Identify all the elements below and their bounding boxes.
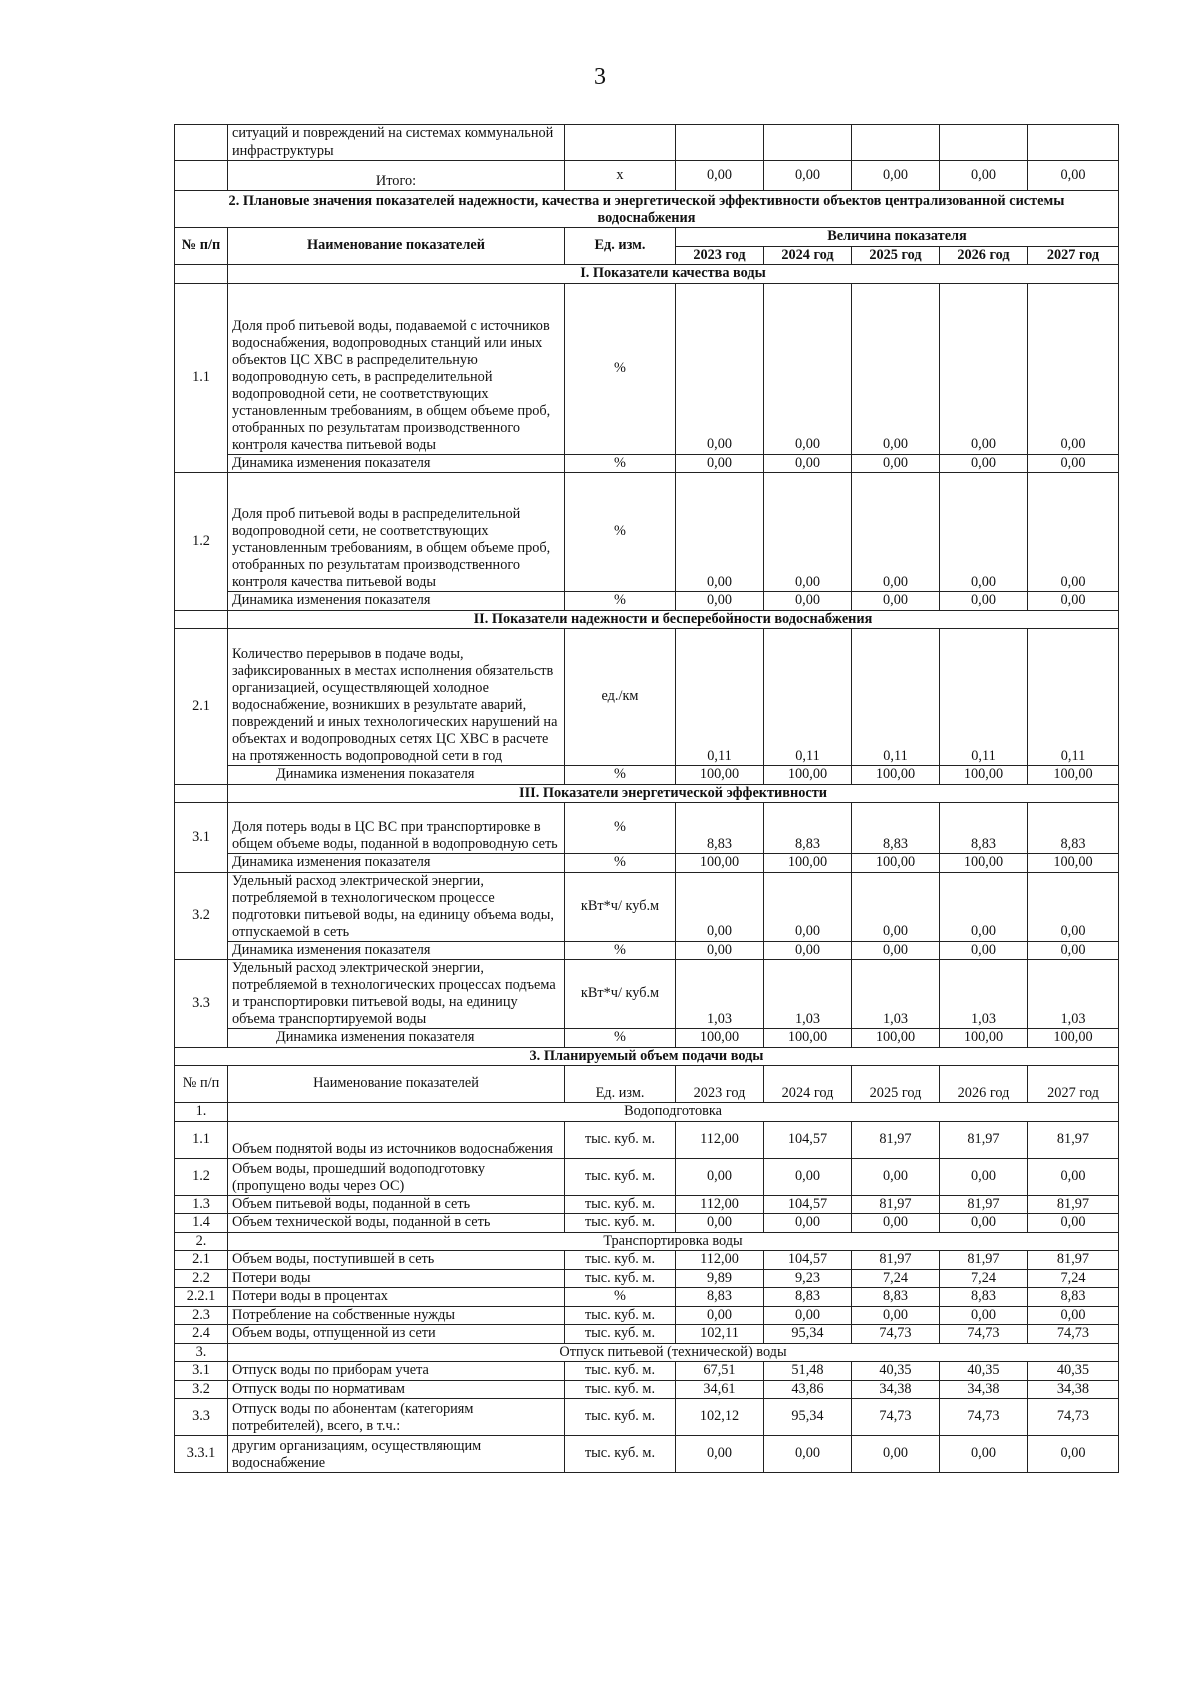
indicator-unit: тыс. куб. м. [565, 1380, 676, 1399]
dynamics-unit: % [565, 454, 676, 473]
indicator-row [175, 803, 1119, 854]
header-year: 2026 год [940, 1066, 1028, 1103]
indicator-value: 81,97 [1028, 1195, 1119, 1214]
indicator-value: 8,83 [676, 1288, 764, 1307]
header-unit: Ед. изм. [565, 1066, 676, 1103]
dynamics-value: 100,00 [852, 1029, 940, 1048]
header-year: 2024 год [764, 246, 852, 265]
subgroup-number: 2. [175, 1232, 228, 1251]
indicator-value: 0,00 [764, 1436, 852, 1473]
dynamics-value: 100,00 [1028, 766, 1119, 785]
indicator-value: 104,57 [764, 1251, 852, 1270]
continued-row [175, 125, 1119, 161]
indicator-value: 0,00 [1028, 473, 1119, 592]
indicator-row [175, 960, 1119, 1029]
indicator-value: 0,00 [676, 1306, 764, 1325]
indicator-unit: % [565, 473, 676, 592]
indicator-unit: тыс. куб. м. [565, 1399, 676, 1436]
indicator-value: 112,00 [676, 1251, 764, 1270]
indicator-value: 0,00 [764, 1306, 852, 1325]
indicator-unit: тыс. куб. м. [565, 1362, 676, 1381]
indicator-unit: тыс. куб. м. [565, 1158, 676, 1195]
indicator-unit: тыс. куб. м. [565, 1121, 676, 1158]
dynamics-value: 100,00 [676, 854, 764, 873]
indicator-unit: кВт*ч/ куб.м [565, 960, 676, 1029]
indicator-value: 0,00 [1028, 1214, 1119, 1233]
dynamics-value: 100,00 [764, 1029, 852, 1048]
indicator-value: 0,11 [676, 629, 764, 766]
header-year: 2024 год [764, 1066, 852, 1103]
indicator-value: 8,83 [852, 1288, 940, 1307]
indicator-value: 7,24 [852, 1269, 940, 1288]
indicator-value: 40,35 [1028, 1362, 1119, 1381]
indicator-value: 9,23 [764, 1269, 852, 1288]
indicator-value: 0,00 [764, 283, 852, 454]
indicator-name: Удельный расход электрической энергии, потребляемой в технологических процессах подъема и транспортировки питьевой воды, на единицу объема транспортируемой воды [228, 960, 565, 1029]
row-number: 2.1 [175, 1251, 228, 1270]
header-num: № п/п [175, 1066, 228, 1103]
dynamics-unit: % [565, 766, 676, 785]
header-unit: Ед. изм. [565, 228, 676, 265]
indicator-value: 0,00 [852, 872, 940, 941]
volume-row [175, 1158, 1119, 1195]
indicator-value: 74,73 [940, 1399, 1028, 1436]
volume-row [175, 1325, 1119, 1344]
row-number: 3.3 [175, 960, 228, 1048]
indicator-name: Объем технической воды, поданной в сеть [228, 1214, 565, 1233]
indicator-value: 0,00 [676, 1436, 764, 1473]
dynamics-value: 100,00 [676, 1029, 764, 1048]
volume-row [175, 1399, 1119, 1436]
dynamics-value: 0,00 [1028, 941, 1119, 960]
section-2-title: 2. Плановые значения показателей надежности, качества и энергетической эффективности объектов централизованной системы водоснабжения [175, 191, 1119, 228]
indicator-value: 0,00 [676, 283, 764, 454]
dynamics-value: 100,00 [1028, 1029, 1119, 1048]
dynamics-value: 100,00 [940, 766, 1028, 785]
total-value: 0,00 [764, 161, 852, 191]
indicator-value: 1,03 [940, 960, 1028, 1029]
indicator-value: 0,11 [764, 629, 852, 766]
group-title: III. Показатели энергетической эффективности [228, 784, 1119, 803]
volume-row [175, 1306, 1119, 1325]
total-row [175, 161, 1119, 191]
indicator-value: 104,57 [764, 1121, 852, 1158]
indicator-value: 81,97 [940, 1195, 1028, 1214]
dynamics-value: 0,00 [852, 592, 940, 611]
row-number: 3.1 [175, 1362, 228, 1381]
volume-row [175, 1251, 1119, 1270]
indicator-name: Отпуск воды по абонентам (категориям потребителей), всего, в т.ч.: [228, 1399, 565, 1436]
indicator-value: 0,11 [1028, 629, 1119, 766]
dynamics-label: Динамика изменения показателя [228, 592, 565, 611]
total-value: 0,00 [676, 161, 764, 191]
indicator-value: 81,97 [940, 1121, 1028, 1158]
row-number: 1.4 [175, 1214, 228, 1233]
indicator-value: 51,48 [764, 1362, 852, 1381]
indicator-value: 102,11 [676, 1325, 764, 1344]
indicator-name: Отпуск воды по нормативам [228, 1380, 565, 1399]
indicator-value: 0,00 [852, 473, 940, 592]
indicator-name: Потери воды [228, 1269, 565, 1288]
dynamics-value: 100,00 [940, 1029, 1028, 1048]
indicator-value: 0,00 [940, 1214, 1028, 1233]
indicator-value: 81,97 [852, 1195, 940, 1214]
dynamics-row [175, 766, 1119, 785]
section-2-title-row [175, 191, 1119, 228]
row-number: 1.3 [175, 1195, 228, 1214]
subgroup-title: Отпуск питьевой (технической) воды [228, 1343, 1119, 1362]
volume-row [175, 1288, 1119, 1307]
indicator-value: 7,24 [1028, 1269, 1119, 1288]
header-value: Величина показателя [676, 228, 1119, 247]
dynamics-value: 0,00 [676, 941, 764, 960]
indicator-value: 34,61 [676, 1380, 764, 1399]
row-number: 1.2 [175, 1158, 228, 1195]
indicator-value: 1,03 [764, 960, 852, 1029]
indicator-row [175, 283, 1119, 454]
indicator-value: 0,11 [940, 629, 1028, 766]
indicator-value: 8,83 [676, 803, 764, 854]
row-number: 3.2 [175, 1380, 228, 1399]
dynamics-value: 100,00 [676, 766, 764, 785]
indicator-value: 81,97 [852, 1251, 940, 1270]
volume-row [175, 1121, 1119, 1158]
header-name: Наименование показателей [228, 228, 565, 265]
indicator-value: 95,34 [764, 1325, 852, 1344]
indicator-value: 0,00 [1028, 872, 1119, 941]
volume-row [175, 1362, 1119, 1381]
indicator-value: 0,00 [764, 872, 852, 941]
dynamics-value: 0,00 [940, 592, 1028, 611]
indicator-value: 0,00 [940, 473, 1028, 592]
dynamics-unit: % [565, 854, 676, 873]
volume-row [175, 1195, 1119, 1214]
indicator-value: 74,73 [1028, 1399, 1119, 1436]
total-value: 0,00 [852, 161, 940, 191]
subgroup-title: Транспортировка воды [228, 1232, 1119, 1251]
dynamics-row [175, 941, 1119, 960]
subgroup-number: 1. [175, 1103, 228, 1122]
indicator-value: 0,00 [1028, 1306, 1119, 1325]
indicator-value: 74,73 [1028, 1325, 1119, 1344]
row-number: 1.2 [175, 473, 228, 611]
dynamics-row [175, 592, 1119, 611]
indicator-value: 104,57 [764, 1195, 852, 1214]
indicator-value: 0,00 [764, 1214, 852, 1233]
row-number: 1.1 [175, 1121, 228, 1158]
row-number: 2.3 [175, 1306, 228, 1325]
row-number: 3.3 [175, 1399, 228, 1436]
dynamics-value: 100,00 [940, 854, 1028, 873]
indicator-value: 74,73 [940, 1325, 1028, 1344]
section-3-title: 3. Планируемый объем подачи воды [175, 1047, 1119, 1066]
dynamics-unit: % [565, 592, 676, 611]
total-value: 0,00 [1028, 161, 1119, 191]
indicator-name: Потери воды в процентах [228, 1288, 565, 1307]
indicator-value: 112,00 [676, 1121, 764, 1158]
indicator-value: 0,00 [764, 473, 852, 592]
section-2-header-row [175, 228, 1119, 247]
indicator-value: 0,00 [940, 872, 1028, 941]
indicator-value: 95,34 [764, 1399, 852, 1436]
header-year: 2027 год [1028, 1066, 1119, 1103]
indicator-value: 9,89 [676, 1269, 764, 1288]
dynamics-value: 0,00 [852, 941, 940, 960]
indicator-unit: тыс. куб. м. [565, 1251, 676, 1270]
dynamics-unit: % [565, 941, 676, 960]
indicator-value: 34,38 [1028, 1380, 1119, 1399]
indicator-name: Объем питьевой воды, поданной в сеть [228, 1195, 565, 1214]
indicator-value: 8,83 [764, 803, 852, 854]
total-unit: x [565, 161, 676, 191]
indicator-value: 0,00 [1028, 283, 1119, 454]
group-title: I. Показатели качества воды [228, 265, 1119, 284]
indicator-name: Объем воды, отпущенной из сети [228, 1325, 565, 1344]
dynamics-value: 100,00 [764, 854, 852, 873]
indicator-unit: тыс. куб. м. [565, 1436, 676, 1473]
indicator-value: 7,24 [940, 1269, 1028, 1288]
volume-row [175, 1380, 1119, 1399]
empty-cell [175, 784, 228, 803]
indicator-value: 0,00 [940, 1306, 1028, 1325]
indicator-value: 0,00 [940, 1158, 1028, 1195]
indicator-value: 0,00 [764, 1158, 852, 1195]
row-number: 2.4 [175, 1325, 228, 1344]
indicator-value: 0,00 [1028, 1436, 1119, 1473]
subgroup-number: 3. [175, 1343, 228, 1362]
section-3-title-row [175, 1047, 1119, 1066]
indicators-table [174, 124, 1119, 1473]
indicator-value: 0,00 [676, 872, 764, 941]
indicator-value: 0,00 [852, 1214, 940, 1233]
dynamics-value: 100,00 [1028, 854, 1119, 873]
indicator-value: 8,83 [940, 1288, 1028, 1307]
indicator-value: 8,83 [1028, 803, 1119, 854]
dynamics-value: 100,00 [852, 854, 940, 873]
indicator-value: 0,00 [676, 473, 764, 592]
dynamics-value: 100,00 [852, 766, 940, 785]
indicator-value: 8,83 [1028, 1288, 1119, 1307]
header-year: 2023 год [676, 1066, 764, 1103]
indicator-unit: тыс. куб. м. [565, 1214, 676, 1233]
dynamics-value: 0,00 [764, 454, 852, 473]
indicator-value: 8,83 [852, 803, 940, 854]
dynamics-row [175, 1029, 1119, 1048]
dynamics-value: 0,00 [1028, 454, 1119, 473]
indicator-unit: тыс. куб. м. [565, 1306, 676, 1325]
row-number: 3.1 [175, 803, 228, 873]
indicator-unit: тыс. куб. м. [565, 1195, 676, 1214]
indicator-value: 74,73 [852, 1325, 940, 1344]
indicator-value: 67,51 [676, 1362, 764, 1381]
indicator-value: 1,03 [852, 960, 940, 1029]
page-number: 3 [594, 64, 606, 90]
row-number: 2.2 [175, 1269, 228, 1288]
dynamics-row [175, 854, 1119, 873]
group-title-row [175, 610, 1119, 629]
group-title-row [175, 784, 1119, 803]
continued-text: ситуаций и повреждений на системах коммунальной инфраструктуры [228, 125, 565, 161]
indicator-value: 1,03 [676, 960, 764, 1029]
dynamics-value: 0,00 [676, 592, 764, 611]
indicator-name: Количество перерывов в подаче воды, зафиксированных в местах исполнения обязательств организацией, осуществляющей холодное водоснабжение, возникших в результате аварий, повреждений и иных технологических нарушений на объектах и водопроводных сетях ЦС ХВС в расчете на протяженность водопроводной сети в год [228, 629, 565, 766]
dynamics-label: Динамика изменения показателя [228, 454, 565, 473]
indicator-value: 8,83 [764, 1288, 852, 1307]
indicator-value: 0,00 [852, 1158, 940, 1195]
total-value: 0,00 [940, 161, 1028, 191]
indicator-value: 34,38 [940, 1380, 1028, 1399]
indicator-name: Доля проб питьевой воды, подаваемой с источников водоснабжения, водопроводных станций или иных объектов ЦС ХВС в распределительную водопроводную сеть, в распределительной водопроводной сети, не соответствующих установленным требованиям, в общем объеме проб, отобранных по результатам производственного контроля качества питьевой воды [228, 283, 565, 454]
header-year: 2025 год [852, 246, 940, 265]
row-number: 2.2.1 [175, 1288, 228, 1307]
dynamics-label: Динамика изменения показателя [228, 941, 565, 960]
subgroup-row [175, 1343, 1119, 1362]
indicator-unit: % [565, 803, 676, 854]
indicator-value: 81,97 [852, 1121, 940, 1158]
indicator-name: Объем поднятой воды из источников водоснабжения [228, 1121, 565, 1158]
dynamics-label: Динамика изменения показателя [228, 766, 565, 785]
indicator-value: 0,00 [940, 283, 1028, 454]
indicator-value: 0,00 [940, 1436, 1028, 1473]
indicator-value: 0,00 [676, 1214, 764, 1233]
group-title-row [175, 265, 1119, 284]
row-number: 2.1 [175, 629, 228, 785]
subgroup-row [175, 1232, 1119, 1251]
indicator-value: 0,00 [852, 283, 940, 454]
row-number: 3.2 [175, 872, 228, 960]
volume-row [175, 1269, 1119, 1288]
indicator-value: 0,00 [676, 1158, 764, 1195]
volume-row [175, 1436, 1119, 1473]
indicator-unit: тыс. куб. м. [565, 1269, 676, 1288]
dynamics-value: 0,00 [940, 454, 1028, 473]
header-year: 2027 год [1028, 246, 1119, 265]
dynamics-row [175, 454, 1119, 473]
indicator-value: 81,97 [1028, 1251, 1119, 1270]
indicator-name: Отпуск воды по приборам учета [228, 1362, 565, 1381]
indicator-value: 0,00 [1028, 1158, 1119, 1195]
row-number: 1.1 [175, 283, 228, 473]
indicator-row [175, 629, 1119, 766]
indicator-name: Потребление на собственные нужды [228, 1306, 565, 1325]
indicator-value: 40,35 [940, 1362, 1028, 1381]
indicator-value: 40,35 [852, 1362, 940, 1381]
group-title: II. Показатели надежности и бесперебойности водоснабжения [228, 610, 1119, 629]
header-year: 2026 год [940, 246, 1028, 265]
total-label: Итого: [228, 161, 565, 191]
volume-row [175, 1214, 1119, 1233]
dynamics-value: 0,00 [676, 454, 764, 473]
subgroup-title: Водоподготовка [228, 1103, 1119, 1122]
dynamics-value: 0,00 [1028, 592, 1119, 611]
indicator-unit: % [565, 1288, 676, 1307]
indicator-value: 81,97 [940, 1251, 1028, 1270]
indicator-value: 0,00 [852, 1306, 940, 1325]
indicator-row [175, 473, 1119, 592]
indicator-value: 1,03 [1028, 960, 1119, 1029]
dynamics-label: Динамика изменения показателя [228, 1029, 565, 1048]
indicator-unit: % [565, 283, 676, 454]
indicator-name: другим организациям, осуществляющим водоснабжение [228, 1436, 565, 1473]
indicator-value: 112,00 [676, 1195, 764, 1214]
empty-cell [175, 265, 228, 284]
indicator-name: Объем воды, поступившей в сеть [228, 1251, 565, 1270]
indicator-name: Доля проб питьевой воды в распределительной водопроводной сети, не соответствующих установленным требованиям, в общем объеме проб, отобранных по результатам производственного контроля качества питьевой воды [228, 473, 565, 592]
indicator-value: 8,83 [940, 803, 1028, 854]
indicator-value: 0,11 [852, 629, 940, 766]
dynamics-value: 100,00 [764, 766, 852, 785]
indicator-name: Удельный расход электрической энергии, потребляемой в технологическом процессе подготовки питьевой воды, на единицу объема воды, отпускаемой в сеть [228, 872, 565, 941]
row-number: 3.3.1 [175, 1436, 228, 1473]
dynamics-value: 0,00 [764, 941, 852, 960]
indicator-unit: кВт*ч/ куб.м [565, 872, 676, 941]
dynamics-value: 0,00 [764, 592, 852, 611]
indicator-name: Доля потерь воды в ЦС ВС при транспортировке в общем объеме воды, поданной в водопроводную сеть [228, 803, 565, 854]
dynamics-value: 0,00 [940, 941, 1028, 960]
indicator-value: 81,97 [1028, 1121, 1119, 1158]
header-year: 2023 год [676, 246, 764, 265]
indicator-value: 0,00 [852, 1436, 940, 1473]
indicator-unit: ед./км [565, 629, 676, 766]
indicator-value: 74,73 [852, 1399, 940, 1436]
table-body [175, 125, 1119, 1473]
indicator-name: Объем воды, прошедший водоподготовку (пропущено воды через ОС) [228, 1158, 565, 1195]
indicator-value: 34,38 [852, 1380, 940, 1399]
subgroup-row [175, 1103, 1119, 1122]
header-name: Наименование показателей [228, 1066, 565, 1103]
header-num: № п/п [175, 228, 228, 265]
empty-cell [175, 610, 228, 629]
indicator-unit: тыс. куб. м. [565, 1325, 676, 1344]
dynamics-unit: % [565, 1029, 676, 1048]
section-3-header-row [175, 1066, 1119, 1103]
indicator-row [175, 872, 1119, 941]
indicator-value: 43,86 [764, 1380, 852, 1399]
dynamics-label: Динамика изменения показателя [228, 854, 565, 873]
indicator-value: 102,12 [676, 1399, 764, 1436]
header-year: 2025 год [852, 1066, 940, 1103]
dynamics-value: 0,00 [852, 454, 940, 473]
